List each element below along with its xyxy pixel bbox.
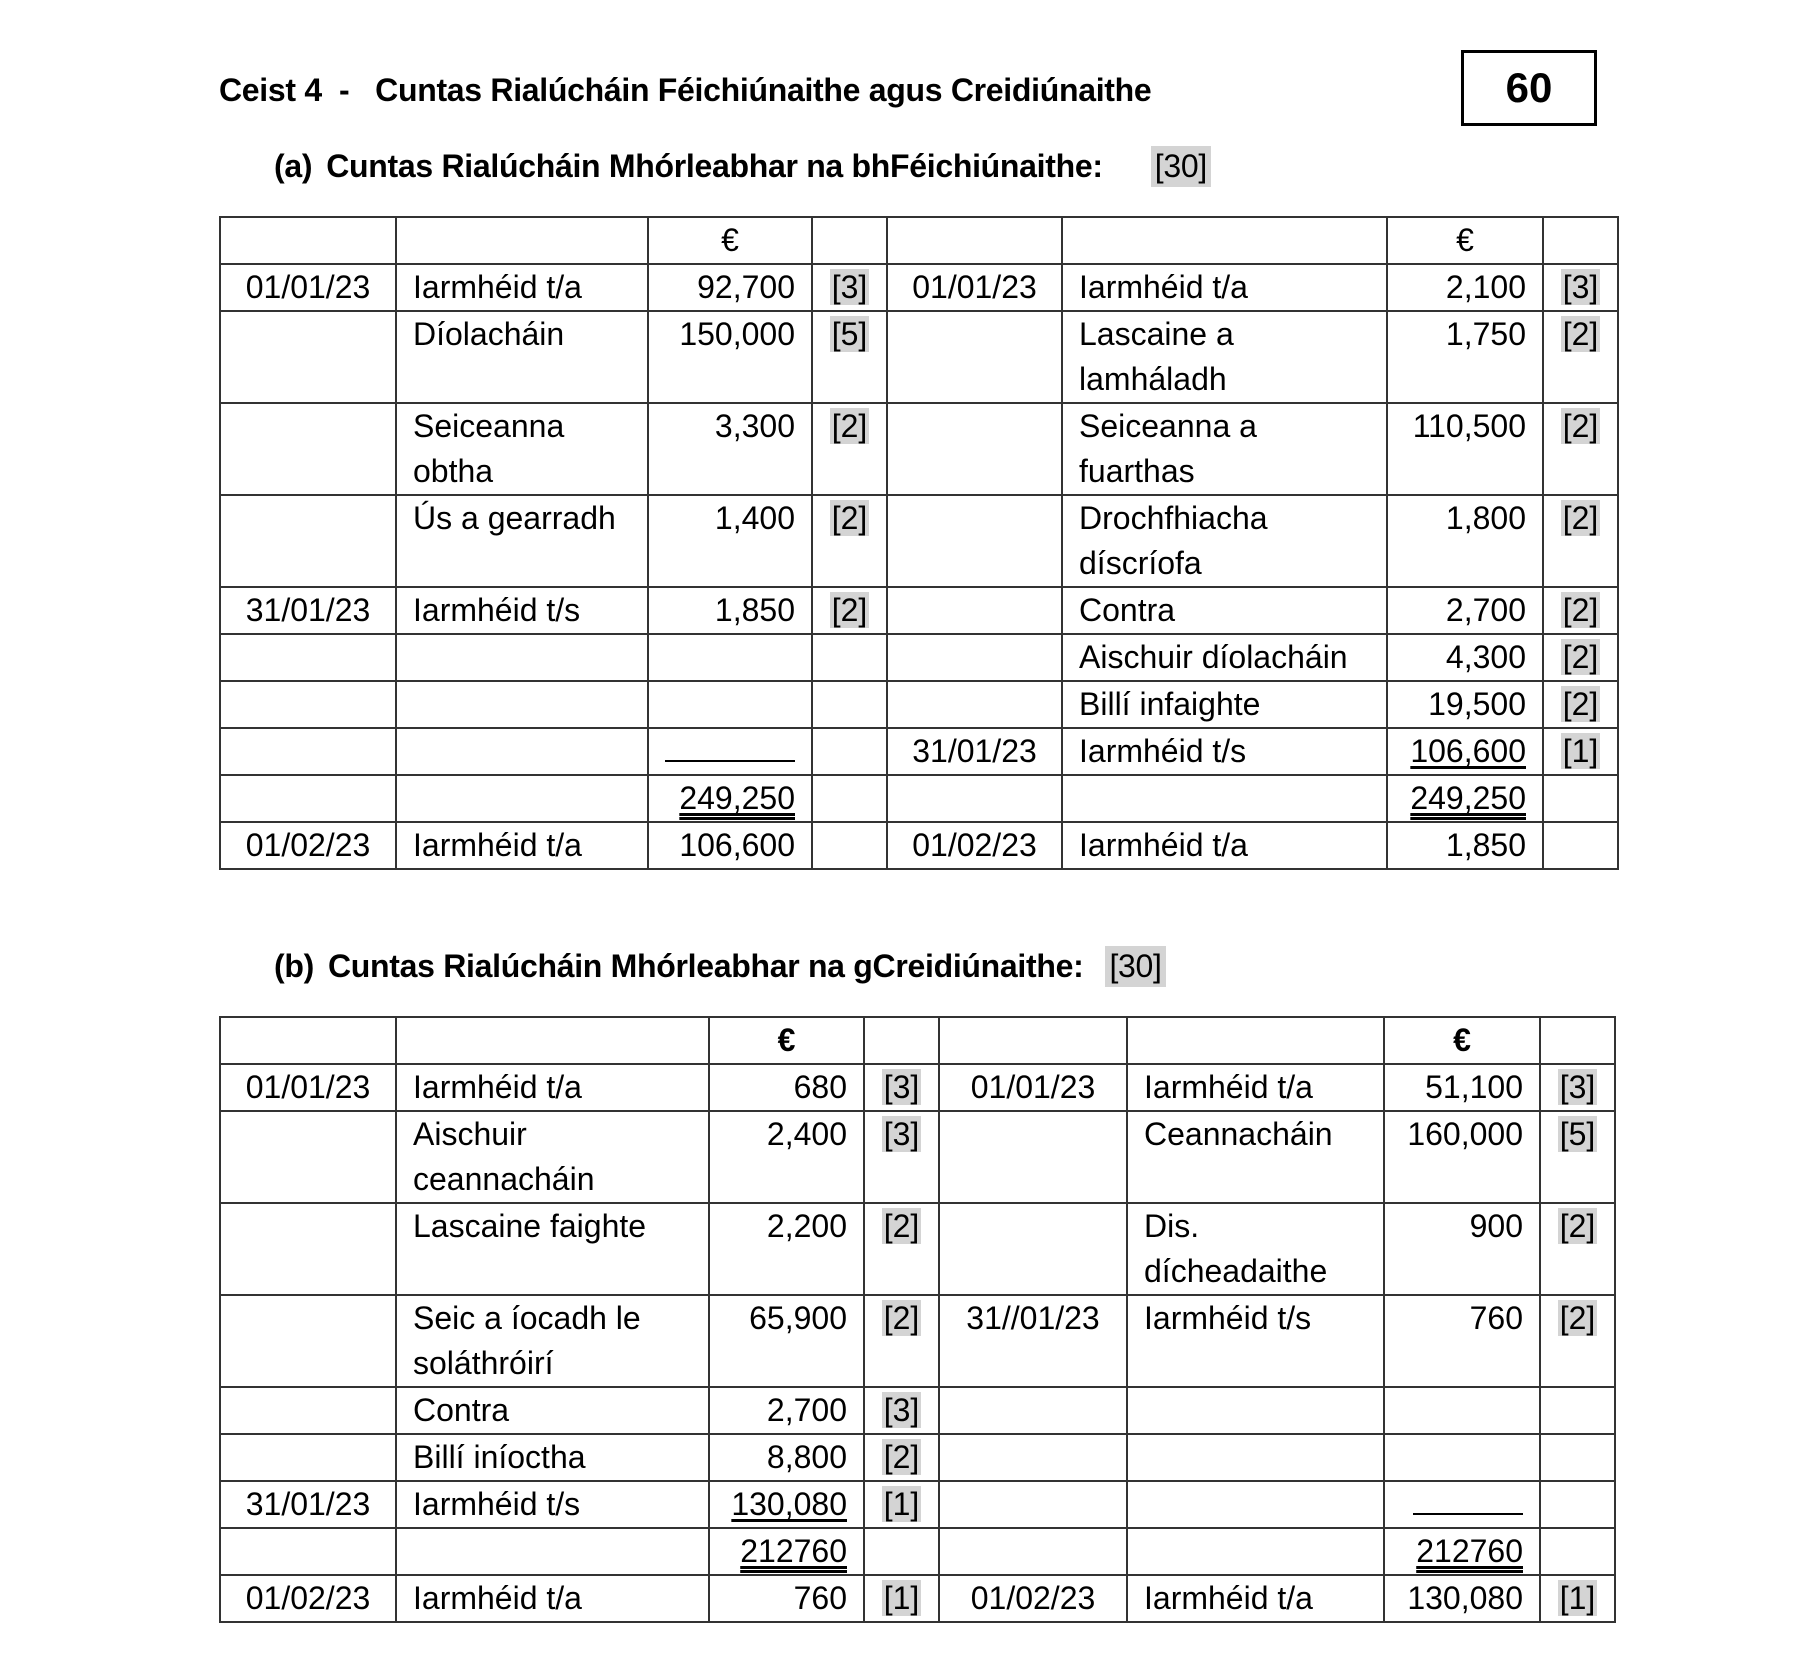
cr-desc: Dis. dícheadaithe [1127,1203,1384,1295]
dr-date: 31/01/23 [220,1481,396,1528]
section-a-title: Cuntas Rialúcháin Mhórleabhar na bhFéichiúnaithe: [326,148,1103,184]
dr-mark: [2] [831,408,868,444]
dr-amount: 65,900 [709,1295,864,1387]
cr-mark: [2] [1562,686,1599,722]
dr-mark: [1] [883,1580,920,1616]
dr-mark: [2] [831,500,868,536]
dr-date [220,1203,396,1295]
cr-desc: Iarmhéid t/a [1062,822,1387,869]
dr-desc: Lascaine faighte [396,1203,709,1295]
cr-desc: Ceannacháin [1127,1111,1384,1203]
table-row [220,311,1618,403]
dr-desc: Seiceanna obtha [396,403,648,495]
cr-mark: [2] [1562,408,1599,444]
dr-mark: [3] [831,269,868,305]
dr-date [220,1434,396,1481]
dr-amount: 92,700 [648,264,812,311]
currency-header-dr: € [709,1017,864,1064]
cr-date [887,587,1062,634]
dr-amount: 2,700 [709,1387,864,1434]
cr-amount: 760 [1384,1295,1540,1387]
cr-mark: [1] [1562,733,1599,769]
dr-date [220,681,396,728]
cr-desc: Iarmhéid t/s [1127,1295,1384,1387]
section-a-heading [274,146,1211,187]
cr-date [939,1203,1127,1295]
cr-total: 212760 [1416,1533,1523,1569]
dr-desc: Billí iníoctha [396,1434,709,1481]
dr-mark: [3] [883,1069,920,1105]
cr-mark: [2] [1562,500,1599,536]
table-row [220,1295,1615,1387]
cr-date [887,403,1062,495]
dr-date [220,495,396,587]
cr-amount: 1,750 [1387,311,1543,403]
table-row [220,403,1618,495]
table-row [220,1387,1615,1434]
cr-desc: Iarmhéid t/s [1062,728,1387,775]
cr-date: 01/01/23 [939,1064,1127,1111]
dr-desc: Díolacháin [396,311,648,403]
dr-desc: Iarmhéid t/s [396,1481,709,1528]
section-b-title: Cuntas Rialúcháin Mhórleabhar na gCreidiúnaithe: [327,948,1084,984]
table-row [220,1111,1615,1203]
cr-date [887,311,1062,403]
cr-mark: [3] [1559,1069,1596,1105]
cr-amount: 1,800 [1387,495,1543,587]
dr-mark: [3] [883,1392,920,1428]
dr-date [220,403,396,495]
section-b-marks: [30] [1105,946,1165,987]
table-row [220,1575,1615,1622]
cr-mark: [2] [1559,1208,1596,1244]
cr-desc: Iarmhéid t/a [1062,264,1387,311]
cr-desc: Aischuir díolacháin [1062,634,1387,681]
dr-date: 31/01/23 [220,587,396,634]
cr-desc: Lascaine a lamháladh [1062,311,1387,403]
cr-date [939,1111,1127,1203]
dr-amount [648,634,812,681]
table-row [220,822,1618,869]
table-row [220,264,1618,311]
dr-amount: 2,400 [709,1111,864,1203]
dr-date: 01/02/23 [220,822,396,869]
dr-desc: Iarmhéid t/a [396,1575,709,1622]
cr-date: 01/02/23 [939,1575,1127,1622]
dr-desc [396,681,648,728]
cr-desc: Iarmhéid t/a [1127,1575,1384,1622]
dr-mark: [5] [831,316,868,352]
currency-header-dr: € [648,217,812,264]
dr-total: 249,250 [679,780,795,816]
cr-mark: [2] [1562,639,1599,675]
totals-row [220,775,1618,822]
dr-mark: [2] [883,1300,920,1336]
dr-amount: 8,800 [709,1434,864,1481]
table-row [220,1064,1615,1111]
cr-date: 31//01/23 [939,1295,1127,1387]
table-header-row [220,217,1618,264]
dr-desc: Aischuir ceannacháin [396,1111,709,1203]
cr-desc: Drochfhiacha díscríofa [1062,495,1387,587]
dr-amount: 760 [709,1575,864,1622]
dr-desc: Ús a gearradh [396,495,648,587]
dr-mark: [2] [883,1439,920,1475]
cr-amount: 4,300 [1387,634,1543,681]
dr-date [220,311,396,403]
cr-amount: 110,500 [1387,403,1543,495]
dr-amount: 130,080 [731,1486,847,1522]
cr-mark: [5] [1559,1116,1596,1152]
totals-row [220,1528,1615,1575]
debtors-control-account-table [219,216,1619,870]
dr-mark: [1] [883,1486,920,1522]
section-a-part: (a) [274,148,313,184]
dr-desc [396,728,648,775]
cr-total: 249,250 [1410,780,1526,816]
dr-amount: 3,300 [648,403,812,495]
dr-total: 212760 [740,1533,847,1569]
currency-header-cr: € [1387,217,1543,264]
dr-amount: 680 [709,1064,864,1111]
dr-desc: Contra [396,1387,709,1434]
dr-desc: Seic a íocadh le soláthróirí [396,1295,709,1387]
cr-amount: 106,600 [1410,733,1526,769]
creditors-control-account-table [219,1016,1616,1623]
cr-desc: Iarmhéid t/a [1127,1064,1384,1111]
total-marks-box [1461,50,1597,126]
blank-rule-line [665,730,795,762]
dr-amount: 2,200 [709,1203,864,1295]
cr-amount: 900 [1384,1203,1540,1295]
dr-desc [396,634,648,681]
cr-amount: 2,100 [1387,264,1543,311]
dr-date [220,1387,396,1434]
cr-amount: 130,080 [1384,1575,1540,1622]
currency-header-cr: € [1384,1017,1540,1064]
cr-amount: 2,700 [1387,587,1543,634]
total-marks: 60 [1505,64,1553,111]
cr-desc: Contra [1062,587,1387,634]
dr-mark: [2] [831,592,868,628]
dr-date [220,1111,396,1203]
dr-date: 01/02/23 [220,1575,396,1622]
section-b-part: (b) [274,948,314,984]
dr-date: 01/01/23 [220,1064,396,1111]
cr-mark: [2] [1562,592,1599,628]
dr-date [220,634,396,681]
dr-desc: Iarmhéid t/a [396,264,648,311]
cr-mark: [1] [1559,1580,1596,1616]
cr-amount: 1,850 [1387,822,1543,869]
dr-date [220,1295,396,1387]
table-row [220,587,1618,634]
table-row [220,634,1618,681]
dr-desc: Iarmhéid t/a [396,822,648,869]
cr-date [887,495,1062,587]
dr-amount: 106,600 [648,822,812,869]
dr-date [220,728,396,775]
cr-date: 31/01/23 [887,728,1062,775]
cr-date: 01/02/23 [887,822,1062,869]
table-row [220,1434,1615,1481]
dr-amount: 1,400 [648,495,812,587]
cr-desc: Billí infaighte [1062,681,1387,728]
table-row [220,728,1618,775]
dr-desc: Iarmhéid t/a [396,1064,709,1111]
table-row [220,495,1618,587]
dr-mark: [3] [883,1116,920,1152]
dr-amount [648,681,812,728]
dr-date: 01/01/23 [220,264,396,311]
cr-date: 01/01/23 [887,264,1062,311]
dr-amount: 1,850 [648,587,812,634]
question-title: Ceist 4 - Cuntas Rialúcháin Féichiúnaithe agus Creidiúnaithe [219,72,1152,108]
cr-amount: 160,000 [1384,1111,1540,1203]
cr-amount: 51,100 [1384,1064,1540,1111]
cr-desc: Seiceanna a fuarthas [1062,403,1387,495]
table-row [220,1481,1615,1528]
dr-amount: 150,000 [648,311,812,403]
cr-amount: 19,500 [1387,681,1543,728]
dr-mark: [2] [883,1208,920,1244]
dr-desc: Iarmhéid t/s [396,587,648,634]
table-header-row [220,1017,1615,1064]
cr-mark: [2] [1559,1300,1596,1336]
cr-date [887,681,1062,728]
section-a-marks: [30] [1151,146,1211,187]
section-b-heading [274,946,1166,987]
cr-date [887,634,1062,681]
table-row [220,681,1618,728]
cr-mark: [3] [1562,269,1599,305]
blank-rule-line [1413,1483,1523,1515]
cr-mark: [2] [1562,316,1599,352]
table-row [220,1203,1615,1295]
